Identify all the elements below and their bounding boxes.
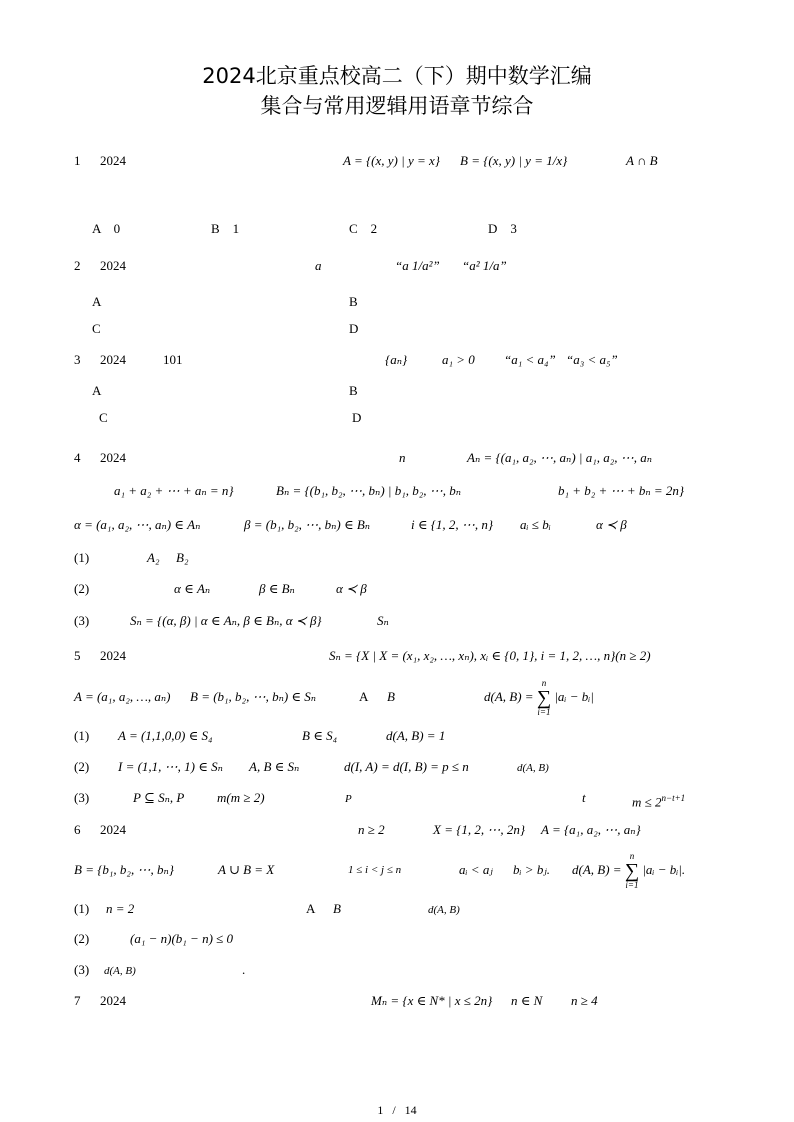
q7-year: 2024 bbox=[100, 993, 126, 1008]
q6-distance-formula bbox=[572, 852, 685, 890]
q6-part-3-label: (3) bbox=[74, 962, 90, 977]
q4-index: i ∈ {1, 2, ⋯, n} bbox=[411, 517, 494, 532]
document-subtitle: 集合与常用逻辑用语章节综合 bbox=[260, 94, 534, 118]
q5-number: 5 bbox=[74, 648, 81, 663]
q6-part-1-b: B bbox=[333, 901, 341, 916]
q4-part-2-alpha: α ∈ Aₙ bbox=[174, 581, 211, 596]
q5-part-3-p: P ⊆ Sₙ, P bbox=[133, 790, 185, 805]
q5-part-2-label: (2) bbox=[74, 759, 90, 774]
q2-condition-1: “a 1/a²” bbox=[395, 258, 440, 273]
q2-option-d: D bbox=[349, 321, 359, 336]
q4-n: n bbox=[399, 450, 406, 465]
q4-part-2-beta: β ∈ Bₙ bbox=[259, 581, 295, 596]
q5-distance-term: |aᵢ − bᵢ| bbox=[554, 688, 594, 704]
q1-target: A ∩ B bbox=[626, 153, 658, 168]
page-number: 1 bbox=[377, 1103, 384, 1117]
q4-part-1-a2: A₂ bbox=[147, 550, 160, 565]
q1-option-a: A 0 bbox=[92, 221, 121, 236]
q6-sum-symbol bbox=[625, 852, 639, 890]
q7-n-natural: n ∈ N bbox=[511, 993, 543, 1008]
sigma-icon: ∑ bbox=[624, 860, 640, 882]
q6-sum-lower: i=1 bbox=[625, 880, 639, 890]
q2-option-a: A bbox=[92, 294, 102, 309]
q6-set-x: X = {1, 2, ⋯, 2n} bbox=[433, 822, 526, 837]
q5-sum-upper: n bbox=[541, 678, 547, 688]
sigma-icon: ∑ bbox=[536, 687, 552, 709]
q4-precedes: α ≺ β bbox=[596, 517, 627, 532]
q1-number: 1 bbox=[74, 153, 81, 168]
q4-bn-sum: b₁ + b₂ + ⋯ + bₙ = 2n} bbox=[558, 483, 685, 498]
q4-inequality: aᵢ ≤ bᵢ bbox=[520, 517, 551, 532]
q6-union: A ∪ B = X bbox=[218, 862, 275, 877]
q3-year: 2024 bbox=[100, 352, 126, 367]
q5-part-3-m: m(m ≥ 2) bbox=[217, 790, 265, 805]
q6-part-1-label: (1) bbox=[74, 901, 90, 916]
page-separator: / bbox=[392, 1103, 396, 1117]
q4-part-1-b2: B₂ bbox=[176, 550, 189, 565]
q3-option-b: B bbox=[349, 383, 358, 398]
q5-part-1-b: B ∈ S₄ bbox=[302, 728, 338, 743]
q3-school: 101 bbox=[163, 352, 183, 367]
q3-option-a: A bbox=[92, 383, 102, 398]
q6-n: n ≥ 2 bbox=[358, 822, 385, 837]
q2-option-c: C bbox=[92, 321, 101, 336]
q5-sum-symbol bbox=[537, 679, 551, 717]
q5-label-a: A bbox=[359, 689, 369, 704]
q4-bn-definition: Bₙ = {(b₁, b₂, ⋯, bₙ) | b₁, b₂, ⋯, bₙ bbox=[276, 483, 462, 498]
page-total: 14 bbox=[404, 1103, 417, 1117]
q5-part-2-ab: A, B ∈ Sₙ bbox=[249, 759, 300, 774]
q6-part-1-distance: d(A, B) bbox=[428, 904, 460, 916]
q4-year: 2024 bbox=[100, 450, 126, 465]
q1-year: 2024 bbox=[100, 153, 126, 168]
q2-option-b: B bbox=[349, 294, 358, 309]
q4-beta: β = (b₁, b₂, ⋯, bₙ) ∈ Bₙ bbox=[244, 517, 371, 532]
q5-sum-lower: i=1 bbox=[537, 707, 551, 717]
q1-option-d: D 3 bbox=[488, 221, 517, 236]
q5-part-3-bound-exp: n−t+1 bbox=[661, 793, 686, 803]
q4-number: 4 bbox=[74, 450, 81, 465]
q3-sequence: {aₙ} bbox=[385, 352, 408, 367]
q6-distance-lhs: d(A, B) = bbox=[572, 861, 622, 877]
q2-number: 2 bbox=[74, 258, 81, 273]
q5-part-3-label: (3) bbox=[74, 790, 90, 805]
q3-number: 3 bbox=[74, 352, 81, 367]
q6-condition-b: bᵢ > bⱼ. bbox=[513, 862, 551, 877]
q5-part-2-condition: d(I, A) = d(I, B) = p ≤ n bbox=[344, 759, 469, 774]
q5-label-b: B bbox=[387, 689, 395, 704]
q7-set-mn: Mₙ = {x ∈ N* | x ≤ 2n} bbox=[371, 993, 493, 1008]
q3-given: a₁ > 0 bbox=[442, 352, 475, 367]
q6-set-a: A = {a₁, a₂, ⋯, aₙ} bbox=[541, 822, 641, 837]
q1-option-b: B 1 bbox=[211, 221, 240, 236]
q6-condition-a: aᵢ < aⱼ bbox=[459, 862, 493, 877]
document-title: 2024北京重点校高二（下）期中数学汇编 bbox=[202, 64, 592, 88]
q2-condition-2: “a² 1/a” bbox=[462, 258, 507, 273]
q6-part-2-inequality: (a₁ − n)(b₁ − n) ≤ 0 bbox=[130, 931, 234, 946]
q1-option-c: C 2 bbox=[349, 221, 378, 236]
q4-alpha: α = (a₁, a₂, ⋯, aₙ) ∈ Aₙ bbox=[74, 517, 201, 532]
q6-number: 6 bbox=[74, 822, 81, 837]
q5-year: 2024 bbox=[100, 648, 126, 663]
q6-distance-term: |aᵢ − bᵢ|. bbox=[642, 861, 686, 877]
q5-tuple-b: B = (b₁, b₂, ⋯, bₙ) ∈ Sₙ bbox=[190, 689, 317, 704]
q7-n-bound: n ≥ 4 bbox=[571, 993, 598, 1008]
q4-part-2-label: (2) bbox=[74, 581, 90, 596]
q6-part-3-period: . bbox=[242, 962, 246, 977]
q4-part-3-sn-ref: Sₙ bbox=[377, 613, 389, 628]
q6-part-1-n: n = 2 bbox=[106, 901, 135, 916]
q3-condition-2: “a₃ < a₅” bbox=[566, 352, 618, 367]
q4-an-definition: Aₙ = {(a₁, a₂, ⋯, aₙ) | a₁, a₂, ⋯, aₙ bbox=[467, 450, 653, 465]
q1-set-b: B = {(x, y) | y = 1/x} bbox=[460, 153, 568, 168]
q1-set-a: A = {(x, y) | y = x} bbox=[343, 153, 440, 168]
q6-part-3-distance: d(A, B) bbox=[104, 965, 136, 977]
q3-condition-1: “a₁ < a₄” bbox=[504, 352, 556, 367]
q6-set-b: B = {b₁, b₂, ⋯, bₙ} bbox=[74, 862, 174, 877]
q4-an-sum: a₁ + a₂ + ⋯ + aₙ = n} bbox=[114, 483, 234, 498]
q2-variable: a bbox=[315, 258, 322, 273]
q5-tuple-a: A = (a₁, a₂, …, aₙ) bbox=[74, 689, 171, 704]
q6-part-2-label: (2) bbox=[74, 931, 90, 946]
q5-part-3-p-ref: P bbox=[345, 793, 352, 805]
q5-sn-definition: Sₙ = {X | X = (x₁, x₂, …, xₙ), xᵢ ∈ {0, 1}, i = 1, 2, …, n}(n ≥ 2) bbox=[329, 648, 651, 663]
q5-part-2-distance: d(A, B) bbox=[517, 762, 549, 774]
q4-part-1-label: (1) bbox=[74, 550, 90, 565]
q6-year: 2024 bbox=[100, 822, 126, 837]
q6-index: 1 ≤ i < j ≤ n bbox=[348, 864, 402, 876]
q5-part-3-t: t bbox=[582, 790, 586, 805]
q3-option-c: C bbox=[99, 410, 108, 425]
q2-year: 2024 bbox=[100, 258, 126, 273]
q7-number: 7 bbox=[74, 993, 81, 1008]
q3-option-d: D bbox=[352, 410, 362, 425]
q5-part-1-a: A = (1,1,0,0) ∈ S₄ bbox=[118, 728, 213, 743]
page-footer bbox=[0, 1103, 794, 1118]
q5-part-2-i: I = (1,1, ⋯, 1) ∈ Sₙ bbox=[118, 759, 223, 774]
q4-part-3-label: (3) bbox=[74, 613, 90, 628]
q6-sum-upper: n bbox=[629, 851, 635, 861]
q5-part-1-distance: d(A, B) = 1 bbox=[386, 728, 446, 743]
q5-distance-formula bbox=[484, 679, 594, 717]
q5-part-1-label: (1) bbox=[74, 728, 90, 743]
q5-part-3-bound bbox=[632, 789, 685, 811]
q4-part-2-precedes: α ≺ β bbox=[336, 581, 367, 596]
q5-part-3-bound-base: m ≤ 2 bbox=[632, 794, 662, 810]
q6-part-1-a: A bbox=[306, 901, 316, 916]
q4-part-3-sn: Sₙ = {(α, β) | α ∈ Aₙ, β ∈ Bₙ, α ≺ β} bbox=[130, 613, 322, 628]
q5-distance-lhs: d(A, B) = bbox=[484, 688, 534, 704]
